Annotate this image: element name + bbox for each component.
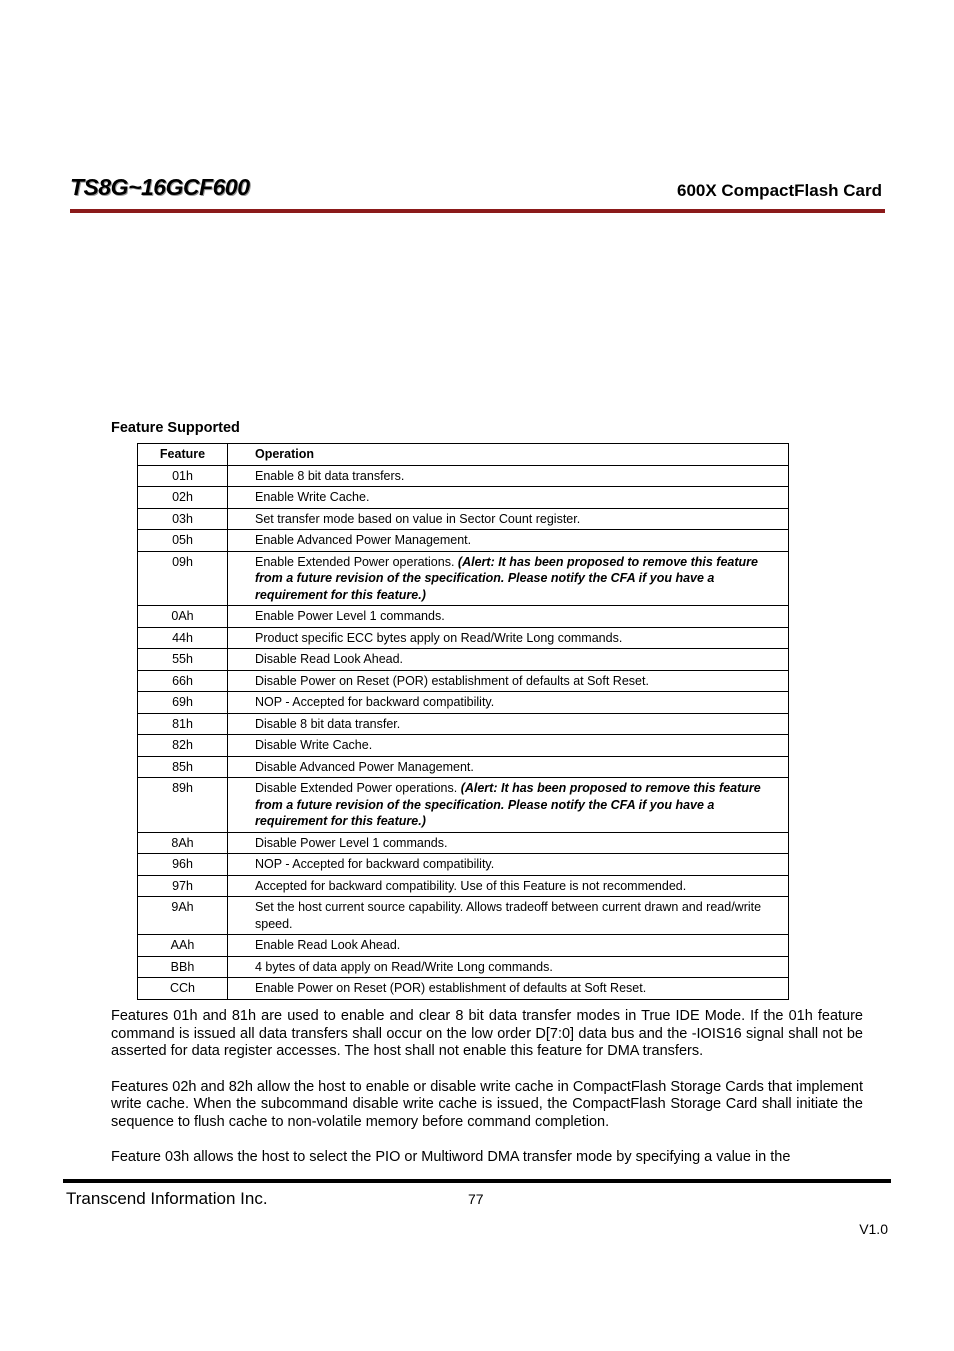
table-row	[138, 627, 789, 649]
table-row	[138, 978, 789, 1000]
operation-text: Disable Power Level 1 commands.	[255, 835, 448, 850]
operation-text: Accepted for backward compatibility. Use of this Feature is not recommended.	[255, 878, 687, 893]
feature-code-cell: 9Ah	[138, 897, 228, 935]
operation-text: Disable Read Look Ahead.	[255, 652, 404, 666]
table-body	[138, 465, 789, 999]
feature-code-cell: 66h	[138, 670, 228, 692]
feature-code-cell: 01h	[138, 465, 228, 487]
operation-cell	[228, 551, 789, 606]
operation-text: Enable Read Look Ahead.	[255, 938, 401, 952]
table-row	[138, 508, 789, 530]
table-row	[138, 465, 789, 487]
operation-cell	[228, 832, 789, 854]
operation-text: Enable 8 bit data transfers.	[255, 468, 405, 483]
operation-text: Disable Power on Reset (POR) establishment of defaults at Soft Reset.	[255, 673, 649, 688]
feature-code-cell: CCh	[138, 978, 228, 1000]
operation-cell	[228, 897, 789, 935]
table-row	[138, 530, 789, 552]
feature-code-cell: 8Ah	[138, 832, 228, 854]
operation-cell	[228, 670, 789, 692]
operation-cell	[228, 778, 789, 833]
operation-text: Set the host current source capability. Allows tradeoff between current drawn and read/write speed.	[255, 900, 762, 931]
operation-cell	[228, 649, 789, 671]
table-header-row	[138, 444, 789, 466]
feature-code-cell: 97h	[138, 875, 228, 897]
operation-cell	[228, 627, 789, 649]
document-version: V1.0	[859, 1221, 888, 1237]
table-row	[138, 487, 789, 509]
feature-code-cell: 82h	[138, 735, 228, 757]
operation-cell	[228, 854, 789, 876]
operation-text: Disable Advanced Power Management.	[255, 759, 474, 774]
table-row	[138, 735, 789, 757]
body-text	[111, 1008, 863, 1185]
operation-text: Enable Extended Power operations.	[255, 554, 458, 569]
alert-note: (Alert: It has been proposed to remove this feature from a future revision of the specification. Please notify the CFA if you have a requirement for this feature.)	[255, 781, 761, 828]
table-row	[138, 756, 789, 778]
table-row	[138, 606, 789, 628]
feature-code-cell: 81h	[138, 713, 228, 735]
table-row	[138, 778, 789, 833]
operation-text: Product specific ECC bytes apply on Read/Write Long commands.	[255, 630, 623, 645]
operation-text: Enable Power Level 1 commands.	[255, 609, 445, 623]
feature-code-cell: 44h	[138, 627, 228, 649]
operation-cell	[228, 692, 789, 714]
table-row	[138, 854, 789, 876]
operation-cell	[228, 956, 789, 978]
operation-text: Enable Power on Reset (POR) establishment of defaults at Soft Reset.	[255, 981, 647, 995]
operation-text: Enable Write Cache.	[255, 490, 370, 504]
operation-text: Disable Extended Power operations.	[255, 781, 461, 795]
footer-company: Transcend Information Inc.	[66, 1189, 268, 1208]
feature-code-cell: 0Ah	[138, 606, 228, 628]
operation-cell	[228, 465, 789, 487]
table-row	[138, 897, 789, 935]
table-row	[138, 649, 789, 671]
operation-text: Disable Write Cache.	[255, 738, 373, 752]
feature-code-cell: 85h	[138, 756, 228, 778]
section-heading: Feature Supported	[111, 420, 240, 436]
feature-code-cell: 69h	[138, 692, 228, 714]
column-header-feature: Feature	[138, 444, 228, 466]
operation-text: Set transfer mode based on value in Sector Count register.	[255, 511, 581, 526]
table-row	[138, 670, 789, 692]
operation-text: Disable 8 bit data transfer.	[255, 716, 401, 731]
table-row	[138, 832, 789, 854]
feature-code-cell: 02h	[138, 487, 228, 509]
alert-note: (Alert: It has been proposed to remove this feature from a future revision of the specification. Please notify the CFA if you have a requirement for this feature.)	[255, 554, 758, 602]
operation-text: NOP - Accepted for backward compatibility.	[255, 695, 495, 709]
operation-cell	[228, 530, 789, 552]
feature-code-cell: BBh	[138, 956, 228, 978]
operation-cell	[228, 508, 789, 530]
operation-cell	[228, 978, 789, 1000]
feature-code-cell: 89h	[138, 778, 228, 833]
document-subtitle: 600X CompactFlash Card	[676, 181, 882, 200]
operation-cell	[228, 713, 789, 735]
operation-text: NOP - Accepted for backward compatibility.	[255, 857, 495, 871]
footer-divider	[63, 1179, 891, 1183]
feature-code-cell: AAh	[138, 935, 228, 957]
page-number: 77	[468, 1191, 484, 1207]
operation-text: 4 bytes of data apply on Read/Write Long commands.	[255, 959, 553, 974]
product-title: TS8G~16GCF600	[70, 174, 250, 200]
feature-code-cell: 96h	[138, 854, 228, 876]
operation-text: Enable Advanced Power Management.	[255, 533, 472, 547]
operation-cell	[228, 487, 789, 509]
operation-cell	[228, 606, 789, 628]
feature-code-cell: 09h	[138, 551, 228, 606]
paragraph: Features 02h and 82h allow the host to enable or disable write cache in CompactFlash Storage Cards that implement write cache. When the subcommand disable write cache is issued, the CompactFlash Storage Card shall initiate the sequence to flush cache to non-volatile memory before command completion.	[111, 1078, 864, 1130]
column-header-operation: Operation	[228, 444, 789, 466]
features-table	[137, 443, 789, 1000]
table-row	[138, 875, 789, 897]
operation-cell	[228, 756, 789, 778]
table-row	[138, 713, 789, 735]
table-row	[138, 692, 789, 714]
table-row	[138, 935, 789, 957]
table-row	[138, 956, 789, 978]
operation-cell	[228, 935, 789, 957]
feature-code-cell: 05h	[138, 530, 228, 552]
paragraph: Feature 03h allows the host to select the PIO or Multiword DMA transfer mode by specifying a value in the	[111, 1149, 791, 1165]
operation-cell	[228, 735, 789, 757]
feature-code-cell: 03h	[138, 508, 228, 530]
paragraph: Features 01h and 81h are used to enable and clear 8 bit data transfer modes in True IDE Mode. If the 01h feature command is issued all data transfers shall occur on the low order D[7:0] data bus and the -IOIS16 signal shall not be asserted for data register accesses. The host shall not enable this feature for DMA transfers.	[111, 1008, 863, 1059]
header-divider	[70, 209, 885, 213]
operation-cell	[228, 875, 789, 897]
feature-code-cell: 55h	[138, 649, 228, 671]
table-row	[138, 551, 789, 606]
